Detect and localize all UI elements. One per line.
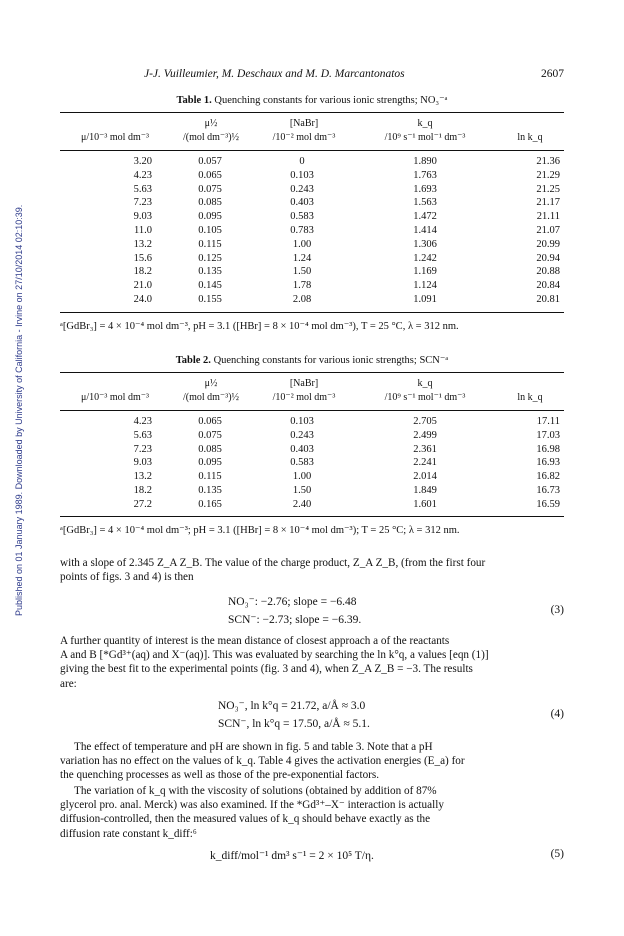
paragraph-4-line: diffusion rate constant k_diff:⁶ bbox=[60, 827, 197, 840]
table1-cell: 5.63 bbox=[133, 183, 152, 195]
table2-cell: 0.403 bbox=[290, 443, 314, 455]
table2-cell: 0.115 bbox=[198, 471, 222, 483]
table1-cell: 2.08 bbox=[292, 294, 312, 305]
download-notice-sidebar bbox=[6, 96, 22, 616]
paragraph-3 bbox=[60, 740, 564, 783]
table1-cell: 0.095 bbox=[198, 211, 222, 223]
table1-header-top-col2: μ½ bbox=[204, 118, 218, 129]
table2-cell: 0.135 bbox=[198, 485, 222, 496]
table1-cell: 0.125 bbox=[198, 252, 222, 264]
table2-cell: 0.583 bbox=[290, 457, 314, 469]
table2-header-top bbox=[60, 378, 564, 390]
table2-cell: 17.03 bbox=[536, 429, 560, 441]
table1-cell: 21.0 bbox=[133, 280, 152, 292]
table2-cell: 0.065 bbox=[198, 416, 222, 427]
equation-5: k_diff/mol⁻¹ dm³ s⁻¹ = 2 × 10⁵ T/η. bbox=[210, 850, 374, 862]
table1-cell: 15.6 bbox=[133, 252, 152, 264]
table1-cell: 21.11 bbox=[536, 211, 560, 223]
table2-header-top-col2: μ½ bbox=[204, 378, 218, 389]
paragraph-1-line: with a slope of 2.345 Z_A Z_B. The value of the charge product, Z_A Z_B, (from the first four bbox=[60, 557, 486, 569]
table2-header-col1: μ/10⁻³ mol dm⁻³ bbox=[80, 392, 150, 403]
table1-cell: 1.091 bbox=[413, 294, 437, 305]
table1-cell: 3.20 bbox=[133, 156, 152, 167]
table1-cell: 0.783 bbox=[290, 225, 314, 236]
table2-header-top-col4: k_q bbox=[417, 378, 433, 389]
table1-cell: 1.24 bbox=[292, 252, 312, 264]
table1-header-col5: ln k_q bbox=[517, 132, 543, 143]
table1-header-col3: /10⁻² mol dm⁻³ bbox=[272, 132, 336, 143]
table2-caption bbox=[60, 354, 564, 366]
paragraph-4-line: glycerol pro. anal. Merck) was also examined. If the *Gd³⁺–X⁻ interaction is actually bbox=[60, 799, 444, 812]
table1-cell: 7.23 bbox=[133, 197, 152, 209]
table2-cell: 13.2 bbox=[133, 471, 152, 483]
equation-3-line-1: NO₃⁻: −2.76; slope = −6.48 bbox=[228, 596, 357, 608]
table2-top-rule bbox=[60, 372, 564, 373]
table1-cell: 11.0 bbox=[134, 225, 152, 236]
table1-header-top-col4: k_q bbox=[417, 118, 433, 129]
table2-cell: 2.361 bbox=[413, 443, 437, 455]
page-number: 2607 bbox=[541, 68, 564, 80]
equation-5-number: (5) bbox=[550, 848, 564, 860]
table1-cell: 20.84 bbox=[536, 280, 560, 292]
table1-cell: 0.085 bbox=[198, 197, 222, 209]
table2-cell: 4.23 bbox=[133, 416, 152, 427]
table2-cell: 0.085 bbox=[198, 443, 222, 455]
table1-cell: 0.057 bbox=[198, 156, 222, 167]
paragraph-3-line: variation has no effect on the values of k_q. Table 4 gives the activation energies (E_a) for bbox=[60, 755, 465, 768]
table2-header-col2: /(mol dm⁻³)½ bbox=[182, 392, 240, 403]
table1-caption-text: Quenching constants for various ionic strengths; NO₃⁻ᵃ bbox=[214, 95, 448, 106]
table1-cell: 0 bbox=[299, 156, 305, 167]
table1-cell: 0.103 bbox=[290, 169, 314, 181]
table1-top-rule bbox=[60, 112, 564, 113]
running-header bbox=[60, 68, 564, 82]
equation-4-line-2: SCN⁻, ln k°q = 17.50, a/Å ≈ 5.1. bbox=[218, 718, 370, 730]
table1-cell: 0.065 bbox=[198, 169, 222, 181]
table1-cell: 21.17 bbox=[536, 197, 560, 209]
equation-3-number: (3) bbox=[550, 604, 564, 616]
table1-cell: 1.00 bbox=[292, 238, 312, 250]
table1-cell: 0.115 bbox=[198, 238, 222, 250]
table1-cell: 4.23 bbox=[133, 169, 152, 181]
table2-cell: 2.014 bbox=[413, 471, 437, 483]
table1-cell: 1.414 bbox=[413, 225, 437, 236]
table2-cell: 0.075 bbox=[198, 429, 222, 441]
table2-cell: 27.2 bbox=[133, 498, 152, 510]
table2-cell: 0.103 bbox=[290, 416, 314, 427]
table1-cell: 18.2 bbox=[133, 266, 152, 278]
table2-cell: 2.499 bbox=[413, 429, 437, 441]
table1-cell: 1.306 bbox=[413, 238, 437, 250]
table1-cell: 21.29 bbox=[536, 169, 560, 181]
table2-header-top-col3: [NaBr] bbox=[289, 378, 319, 389]
table2-cell: 2.241 bbox=[413, 457, 437, 469]
table2-header-col4: /10⁹ s⁻¹ mol⁻¹ dm⁻³ bbox=[384, 392, 466, 403]
table1-cell: 0.403 bbox=[290, 197, 314, 209]
table1-cell: 1.124 bbox=[413, 280, 437, 292]
table1-header-rule bbox=[60, 150, 564, 151]
table1-cell: 1.169 bbox=[413, 266, 437, 278]
paragraph-2-line: A further quantity of interest is the mean distance of closest approach a of the reactants bbox=[60, 635, 450, 647]
table2-cell: 1.849 bbox=[413, 485, 437, 496]
table1-caption bbox=[60, 94, 564, 106]
paragraph-3-line: The effect of temperature and pH are shown in fig. 5 and table 3. Note that a pH bbox=[74, 741, 433, 753]
table2-cell: 1.00 bbox=[292, 471, 312, 483]
table2-cell: 0.095 bbox=[198, 457, 222, 469]
header-authors: J-J. Vuilleumier, M. Deschaux and M. D. Marcantonatos bbox=[144, 68, 405, 80]
table2-cell: 16.59 bbox=[536, 498, 560, 510]
table1-cell: 13.2 bbox=[133, 238, 152, 250]
table2-cell: 18.2 bbox=[133, 485, 152, 496]
table1-cell: 1.472 bbox=[413, 211, 437, 223]
table1-cell: 1.563 bbox=[413, 197, 437, 209]
paragraph-2-line: are: bbox=[60, 677, 77, 690]
table1-cell: 20.88 bbox=[536, 266, 560, 278]
table2-cell: 1.601 bbox=[413, 498, 437, 510]
paragraph-2-line: A and B [*Gd³⁺(aq) and X⁻(aq)]. This was evaluated by searching the ln k°q, a values [eqn (1)] bbox=[60, 649, 489, 662]
table1-cell: 24.0 bbox=[133, 294, 152, 305]
paragraph-3-line: the quenching processes as well as those of the pre-exponential factors. bbox=[60, 769, 380, 782]
table1-header-top bbox=[60, 118, 564, 130]
table2-header-rule bbox=[60, 410, 564, 411]
paragraph-4 bbox=[60, 784, 564, 841]
table1-header-col4: /10⁹ s⁻¹ mol⁻¹ dm⁻³ bbox=[384, 132, 466, 143]
table1-footnote: ᵃ[GdBr₃] = 4 × 10⁻⁴ mol dm⁻³, pH = 3.1 ([HBr] = 8 × 10⁻⁴ mol dm⁻³), T = 25 °C, λ = 312 nm. bbox=[60, 321, 459, 332]
table1-header-bottom bbox=[60, 132, 564, 144]
table1-cell: 21.25 bbox=[536, 183, 560, 195]
table2-cell: 16.73 bbox=[536, 485, 560, 496]
table1-cell: 9.03 bbox=[133, 211, 152, 223]
table1-cell: 0.105 bbox=[198, 225, 222, 236]
table2-cell: 0.243 bbox=[290, 429, 314, 441]
table1-cell: 1.78 bbox=[292, 280, 312, 292]
table1-bottom-rule bbox=[60, 312, 564, 313]
table1-cell: 0.243 bbox=[290, 183, 314, 195]
table2-cell: 16.93 bbox=[536, 457, 560, 469]
table1-cell: 0.145 bbox=[198, 280, 222, 292]
equation-3-line-2: SCN⁻: −2.73; slope = −6.39. bbox=[228, 614, 362, 626]
table1-caption-label: Table 1. bbox=[176, 95, 212, 106]
table1-cell: 1.890 bbox=[413, 156, 437, 167]
table1-cell: 1.763 bbox=[413, 169, 437, 181]
table2-caption-label: Table 2. bbox=[175, 355, 211, 366]
table2-header-bottom bbox=[60, 392, 564, 404]
table1-cell: 21.36 bbox=[536, 156, 560, 167]
table1-cell: 0.075 bbox=[198, 183, 222, 195]
table1-cell: 21.07 bbox=[536, 225, 560, 236]
table2-cell: 7.23 bbox=[133, 443, 152, 455]
table2-header-col5: ln k_q bbox=[517, 392, 543, 403]
table1-cell: 1.693 bbox=[413, 183, 437, 195]
paragraph-2 bbox=[60, 634, 564, 691]
paragraph-1-line: points of figs. 3 and 4) is then bbox=[60, 571, 194, 584]
download-notice-text: Published on 01 January 1989. Downloaded by University of California - Irvine on 27/10/2014 02:10:39. bbox=[14, 204, 24, 616]
table1-cell: 1.242 bbox=[413, 252, 437, 264]
table2-cell: 16.98 bbox=[536, 443, 560, 455]
table1-cell: 0.135 bbox=[198, 266, 222, 278]
table2-footnote: ᵃ[GdBr₃] = 4 × 10⁻⁴ mol dm⁻³; pH = 3.1 ([HBr] = 8 × 10⁻⁴ mol dm⁻³); T = 25 °C; λ = 312 nm. bbox=[60, 525, 460, 536]
equation-4-number: (4) bbox=[550, 708, 564, 720]
table2-caption-text: Quenching constants for various ionic strengths; SCN⁻ᵃ bbox=[213, 355, 449, 366]
paragraph-4-line: The variation of k_q with the viscosity of solutions (obtained by addition of 87% bbox=[74, 785, 437, 797]
table1-cell: 20.94 bbox=[536, 252, 560, 264]
equation-4-line-1: NO₃⁻, ln k°q = 21.72, a/Å ≈ 3.0 bbox=[218, 700, 366, 712]
table2-cell: 17.11 bbox=[536, 416, 560, 427]
table1-cell: 20.81 bbox=[536, 294, 560, 305]
table2-cell: 2.40 bbox=[292, 498, 312, 510]
table2-bottom-rule bbox=[60, 516, 564, 517]
table1-cell: 1.50 bbox=[292, 266, 312, 278]
paragraph-1 bbox=[60, 556, 564, 584]
table1-header-top-col3: [NaBr] bbox=[289, 118, 319, 129]
table2-cell: 5.63 bbox=[133, 429, 152, 441]
table1-cell: 0.155 bbox=[198, 294, 222, 305]
paragraph-4-line: diffusion-controlled, then the measured values of k_q should behave exactly as the bbox=[60, 813, 431, 826]
table1-header-col2: /(mol dm⁻³)½ bbox=[182, 132, 240, 143]
table2-cell: 1.50 bbox=[292, 485, 312, 496]
table2-header-col3: /10⁻² mol dm⁻³ bbox=[272, 392, 336, 403]
table2-cell: 9.03 bbox=[133, 457, 152, 469]
paragraph-2-line: giving the best fit to the experimental points (fig. 3 and 4), when Z_A Z_B = −3. The results bbox=[60, 663, 473, 676]
table2-cell: 0.165 bbox=[198, 498, 222, 510]
table1-cell: 20.99 bbox=[536, 238, 560, 250]
table2-cell: 16.82 bbox=[536, 471, 560, 483]
table1-header-col1: μ/10⁻³ mol dm⁻³ bbox=[80, 132, 150, 143]
table2-cell: 2.705 bbox=[413, 416, 437, 427]
table1-cell: 0.583 bbox=[290, 211, 314, 223]
